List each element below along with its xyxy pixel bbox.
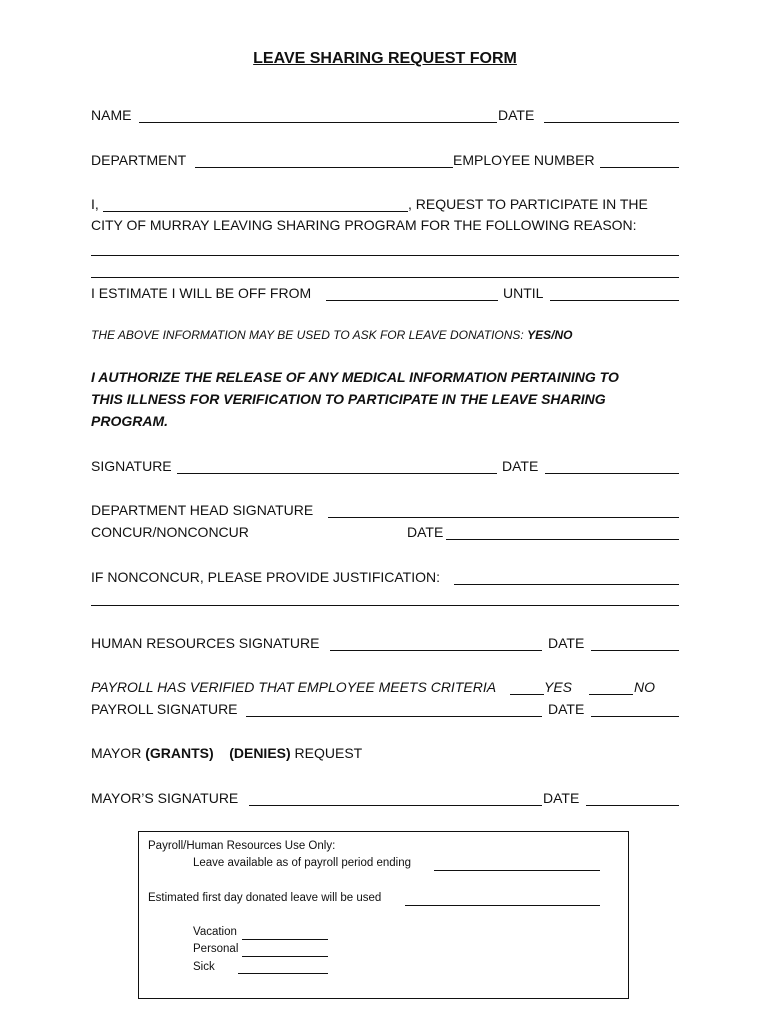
leave-available-field[interactable] (434, 870, 600, 871)
sick-label: Sick (193, 961, 215, 973)
payroll-date-field[interactable] (591, 716, 679, 717)
reason-field-line-1[interactable] (91, 255, 679, 256)
request-label: REQUEST (294, 745, 363, 761)
form-title: LEAVE SHARING REQUEST FORM (253, 50, 517, 67)
grants-option[interactable]: (GRANTS) (145, 745, 214, 761)
leave-available-label: Leave available as of payroll period ending (193, 857, 412, 869)
mayor-date-field[interactable] (586, 805, 679, 806)
justification-field-line-1[interactable] (454, 584, 679, 585)
payroll-signature-label: PAYROLL SIGNATURE (91, 701, 238, 717)
estimated-first-day-label: Estimated first day donated leave will be used (148, 892, 382, 904)
signature-label: SIGNATURE (91, 458, 172, 474)
name-field[interactable] (139, 122, 497, 123)
personal-field[interactable] (242, 956, 328, 957)
signature-date-field[interactable] (545, 473, 679, 474)
hr-date-field[interactable] (591, 650, 679, 651)
dept-head-signature-label: DEPARTMENT HEAD SIGNATURE (91, 502, 314, 518)
dept-head-signature-field[interactable] (328, 517, 679, 518)
payroll-no-label: NO (634, 679, 655, 695)
until-field[interactable] (550, 300, 679, 301)
concur-label[interactable]: CONCUR/NONCONCUR (91, 524, 249, 540)
payroll-date-label: DATE (548, 701, 585, 717)
payroll-no-field[interactable] (589, 694, 633, 695)
hr-signature-field[interactable] (330, 650, 542, 651)
payroll-signature-field[interactable] (246, 716, 542, 717)
sick-field[interactable] (238, 973, 328, 974)
employee-number-field[interactable] (600, 167, 679, 168)
department-label: DEPARTMENT (91, 152, 187, 168)
payroll-yes-label: YES (544, 679, 573, 695)
office-use-heading: Payroll/Human Resources Use Only: (148, 840, 336, 852)
personal-label: Personal (193, 943, 239, 955)
vacation-field[interactable] (242, 939, 328, 940)
payroll-yes-field[interactable] (510, 694, 544, 695)
reason-field-line-2[interactable] (91, 277, 679, 278)
hr-date-label: DATE (548, 635, 585, 651)
mayor-signature-field[interactable] (249, 805, 542, 806)
request-prefix: I, (91, 196, 99, 212)
payroll-verified-label: PAYROLL HAS VERIFIED THAT EMPLOYEE MEETS CRITERIA (91, 679, 497, 695)
estimate-label: I ESTIMATE I WILL BE OFF FROM (91, 285, 312, 301)
dept-head-date-field[interactable] (446, 539, 679, 540)
authorize-line-3: PROGRAM. (91, 413, 168, 429)
mayor-date-label: DATE (543, 790, 580, 806)
mayor-signature-label: MAYOR’S SIGNATURE (91, 790, 239, 806)
name-label: NAME (91, 107, 132, 123)
authorize-line-1: I AUTHORIZE THE RELEASE OF ANY MEDICAL INFORMATION PERTAINING TO (91, 369, 619, 385)
mayor-decision-line (91, 744, 362, 762)
date-label: DATE (498, 107, 535, 123)
justification-field-line-2[interactable] (91, 605, 679, 606)
donations-notice-text: THE ABOVE INFORMATION MAY BE USED TO ASK FOR LEAVE DONATIONS: (91, 328, 524, 342)
signature-date-label: DATE (502, 458, 539, 474)
off-from-field[interactable] (326, 300, 498, 301)
until-label: UNTIL (503, 285, 544, 301)
estimated-first-day-field[interactable] (405, 905, 600, 906)
requester-name-field[interactable] (103, 211, 408, 212)
donations-options[interactable]: YES/NO (527, 328, 573, 342)
denies-option[interactable]: (DENIES) (229, 745, 291, 761)
nonconcur-justification-label: IF NONCONCUR, PLEASE PROVIDE JUSTIFICATION: (91, 569, 441, 585)
request-text-1: , REQUEST TO PARTICIPATE IN THE (408, 196, 648, 212)
authorize-line-2: THIS ILLNESS FOR VERIFICATION TO PARTICIPATE IN THE LEAVE SHARING (91, 391, 606, 407)
department-field[interactable] (195, 167, 453, 168)
date-field[interactable] (544, 122, 679, 123)
employee-number-label: EMPLOYEE NUMBER (453, 152, 595, 168)
mayor-label: MAYOR (91, 745, 142, 761)
hr-signature-label: HUMAN RESOURCES SIGNATURE (91, 635, 320, 651)
vacation-label: Vacation (193, 926, 237, 938)
request-text-2: CITY OF MURRAY LEAVING SHARING PROGRAM FOR THE FOLLOWING REASON: (91, 217, 637, 233)
signature-field[interactable] (177, 473, 497, 474)
dept-head-date-label: DATE (407, 524, 444, 540)
donations-notice (91, 326, 572, 344)
